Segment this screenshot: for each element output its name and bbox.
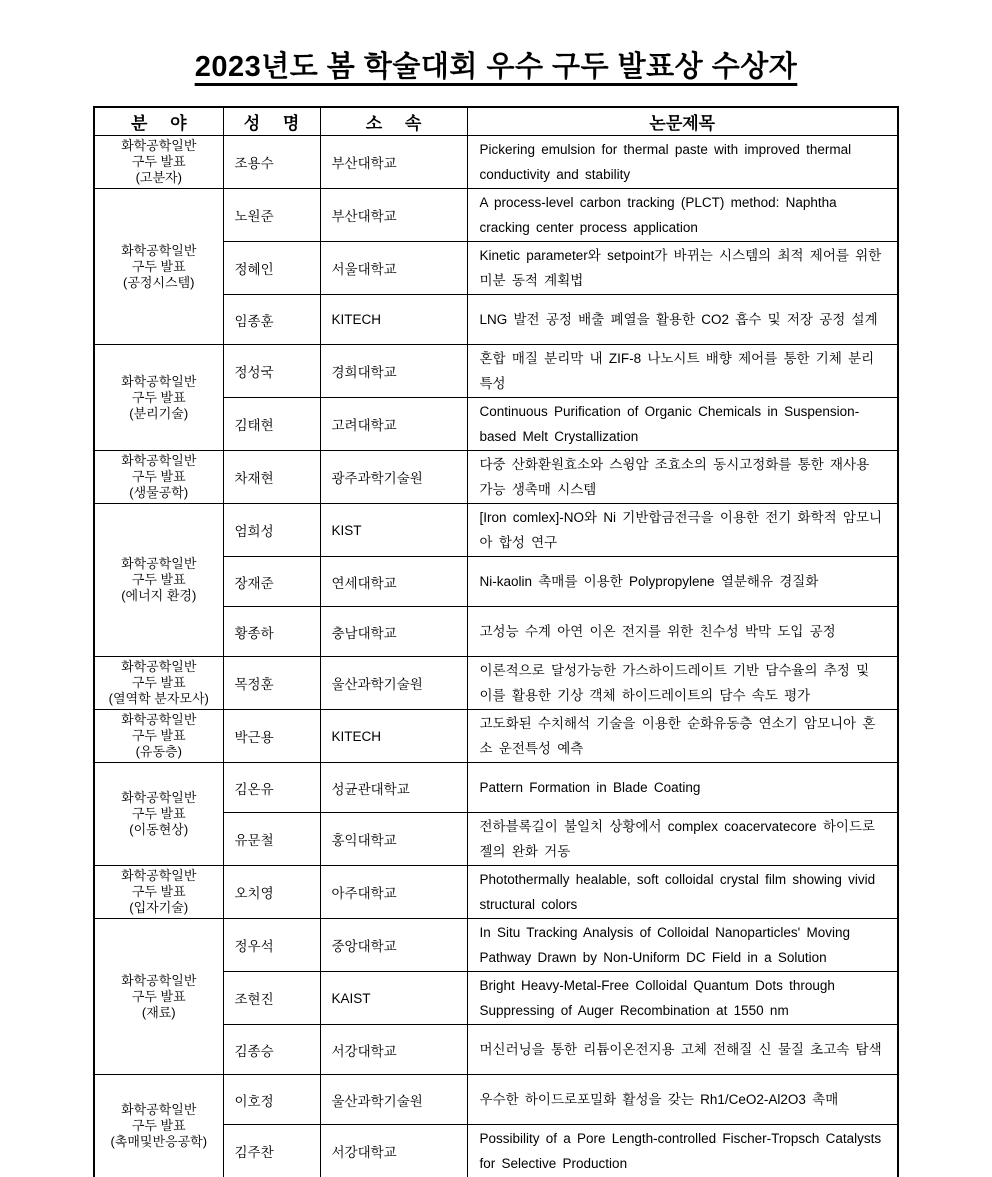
- table-row: [94, 504, 898, 557]
- affiliation-cell: KITECH: [320, 295, 467, 345]
- field-cell: 화학공학일반 구두 발표 (공정시스템): [94, 189, 223, 345]
- name-cell: 김태현: [223, 398, 320, 451]
- field-cell: 화학공학일반 구두 발표 (에너지 환경): [94, 504, 223, 657]
- name-cell: 박근용: [223, 710, 320, 763]
- field-cell: 화학공학일반 구두 발표 (생물공학): [94, 451, 223, 504]
- table-row: [94, 866, 898, 919]
- field-cell: 화학공학일반 구두 발표 (이동현상): [94, 763, 223, 866]
- table-row: [94, 451, 898, 504]
- col-header-affiliation: 소 속: [320, 107, 467, 136]
- affiliation-cell: 울산과학기술원: [320, 657, 467, 710]
- page-title-text: 2023년도 봄 학술대회 우수 구두 발표상 수상자: [194, 51, 798, 83]
- table-row: [94, 763, 898, 813]
- name-cell: 엄희성: [223, 504, 320, 557]
- paper-title-cell: 전하블록길이 불일치 상황에서 complex coacervatecore 하이드로젤의 완화 거동: [467, 813, 898, 866]
- name-cell: 장재준: [223, 557, 320, 607]
- affiliation-cell: 서강대학교: [320, 1125, 467, 1177]
- affiliation-cell: 중앙대학교: [320, 919, 467, 972]
- field-cell: 화학공학일반 구두 발표 (재료): [94, 919, 223, 1075]
- name-cell: 황종하: [223, 607, 320, 657]
- name-cell: 김주찬: [223, 1125, 320, 1177]
- affiliation-cell: 충남대학교: [320, 607, 467, 657]
- affiliation-cell: 경희대학교: [320, 345, 467, 398]
- name-cell: 유문철: [223, 813, 320, 866]
- table-row: [94, 1075, 898, 1125]
- name-cell: 노원준: [223, 189, 320, 242]
- paper-title-cell: Pickering emulsion for thermal paste with improved thermal conductivity and stability: [467, 136, 898, 189]
- name-cell: 차재현: [223, 451, 320, 504]
- paper-title-cell: 고도화된 수치해석 기술을 이용한 순화유동층 연소기 암모니아 혼소 운전특성 예측: [467, 710, 898, 763]
- affiliation-cell: 서강대학교: [320, 1025, 467, 1075]
- field-cell: 화학공학일반 구두 발표 (유동층): [94, 710, 223, 763]
- affiliation-cell: 부산대학교: [320, 136, 467, 189]
- table-row: [94, 710, 898, 763]
- name-cell: 김종승: [223, 1025, 320, 1075]
- field-cell: 화학공학일반 구두 발표 (분리기술): [94, 345, 223, 451]
- affiliation-cell: 고려대학교: [320, 398, 467, 451]
- name-cell: 목정훈: [223, 657, 320, 710]
- affiliation-cell: KIST: [320, 504, 467, 557]
- paper-title-cell: Possibility of a Pore Length-controlled Fischer-Tropsch Catalysts for Selective Production: [467, 1125, 898, 1177]
- paper-title-cell: 혼합 매질 분리막 내 ZIF-8 나노시트 배향 제어를 통한 기체 분리 특성: [467, 345, 898, 398]
- paper-title-cell: Kinetic parameter와 setpoint가 바뀌는 시스템의 최적 제어를 위한 미분 동적 계획법: [467, 242, 898, 295]
- paper-title-cell: 다중 산화환원효소와 스윙암 조효소의 동시고정화를 통한 재사용 가능 생촉매 시스템: [467, 451, 898, 504]
- table-row: [94, 136, 898, 189]
- field-cell: 화학공학일반 구두 발표 (촉매및반응공학): [94, 1075, 223, 1177]
- table-row: [94, 189, 898, 242]
- affiliation-cell: 성균관대학교: [320, 763, 467, 813]
- paper-title-cell: Pattern Formation in Blade Coating: [467, 763, 898, 813]
- name-cell: 이호정: [223, 1075, 320, 1125]
- name-cell: 정우석: [223, 919, 320, 972]
- paper-title-cell: Ni-kaolin 촉매를 이용한 Polypropylene 열분해유 경질화: [467, 557, 898, 607]
- paper-title-cell: 머신러닝을 통한 리튬이온전지용 고체 전해질 신 물질 초고속 탐색: [467, 1025, 898, 1075]
- affiliation-cell: 홍익대학교: [320, 813, 467, 866]
- page-title: [0, 0, 992, 85]
- table-header: [94, 107, 898, 136]
- paper-title-cell: 이론적으로 달성가능한 가스하이드레이트 기반 담수율의 추정 및 이를 활용한 기상 객체 하이드레이트의 담수 속도 평가: [467, 657, 898, 710]
- affiliation-cell: 부산대학교: [320, 189, 467, 242]
- col-header-field: 분 야: [94, 107, 223, 136]
- affiliation-cell: 서울대학교: [320, 242, 467, 295]
- field-cell: 화학공학일반 구두 발표 (고분자): [94, 136, 223, 189]
- name-cell: 조현진: [223, 972, 320, 1025]
- affiliation-cell: KAIST: [320, 972, 467, 1025]
- paper-title-cell: Continuous Purification of Organic Chemicals in Suspension-based Melt Crystallization: [467, 398, 898, 451]
- col-header-name: 성 명: [223, 107, 320, 136]
- table-body: [94, 136, 898, 1177]
- paper-title-cell: 우수한 하이드로포밀화 활성을 갖는 Rh1/CeO2-Al2O3 촉매: [467, 1075, 898, 1125]
- name-cell: 오치영: [223, 866, 320, 919]
- paper-title-cell: [Iron comlex]-NO와 Ni 기반합금전극을 이용한 전기 화학적 암모니아 합성 연구: [467, 504, 898, 557]
- paper-title-cell: 고성능 수계 아연 이온 전지를 위한 친수성 박막 도입 공정: [467, 607, 898, 657]
- paper-title-cell: In Situ Tracking Analysis of Colloidal Nanoparticles' Moving Pathway Drawn by Non-Uniform DC Field in a Solution: [467, 919, 898, 972]
- name-cell: 김온유: [223, 763, 320, 813]
- affiliation-cell: 아주대학교: [320, 866, 467, 919]
- name-cell: 정성국: [223, 345, 320, 398]
- affiliation-cell: 연세대학교: [320, 557, 467, 607]
- affiliation-cell: KITECH: [320, 710, 467, 763]
- affiliation-cell: 광주과학기술원: [320, 451, 467, 504]
- field-cell: 화학공학일반 구두 발표 (열역학 분자모사): [94, 657, 223, 710]
- paper-title-cell: Bright Heavy-Metal-Free Colloidal Quantum Dots through Suppressing of Auger Recombination at 1550 nm: [467, 972, 898, 1025]
- paper-title-cell: Photothermally healable, soft colloidal crystal film showing vivid structural colors: [467, 866, 898, 919]
- affiliation-cell: 울산과학기술원: [320, 1075, 467, 1125]
- name-cell: 임종훈: [223, 295, 320, 345]
- table-row: [94, 919, 898, 972]
- awards-table: [93, 106, 899, 1177]
- table-row: [94, 657, 898, 710]
- table-row: [94, 345, 898, 398]
- col-header-paper-title: 논문제목: [467, 107, 898, 136]
- header-row: [94, 107, 898, 136]
- field-cell: 화학공학일반 구두 발표 (입자기술): [94, 866, 223, 919]
- name-cell: 정혜인: [223, 242, 320, 295]
- paper-title-cell: A process-level carbon tracking (PLCT) method: Naphtha cracking center process application: [467, 189, 898, 242]
- paper-title-cell: LNG 발전 공정 배출 폐열을 활용한 CO2 흡수 및 저장 공정 설계: [467, 295, 898, 345]
- name-cell: 조용수: [223, 136, 320, 189]
